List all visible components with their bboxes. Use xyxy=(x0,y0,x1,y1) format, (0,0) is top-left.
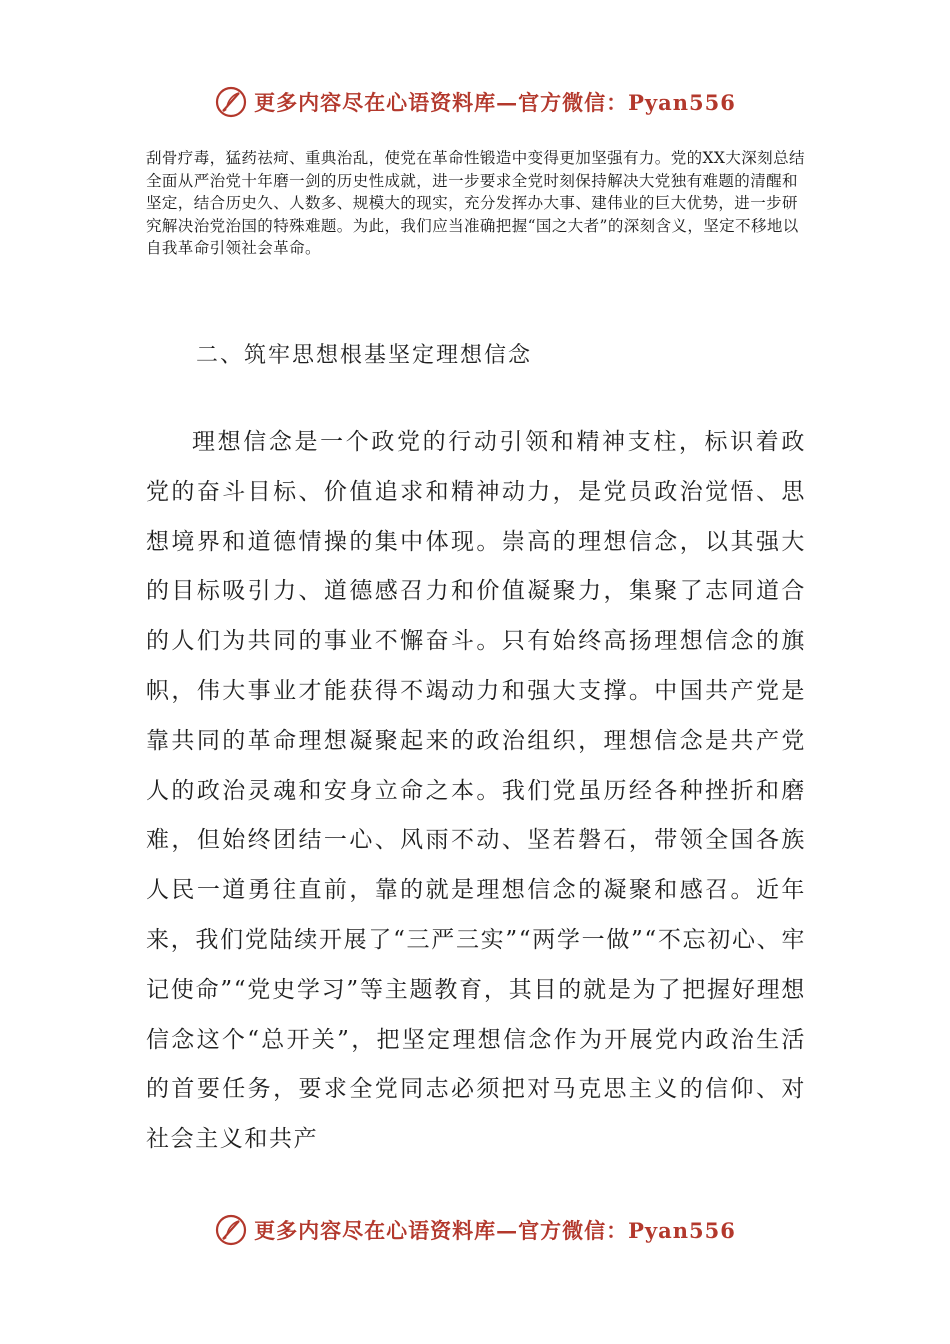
section-heading: 二、筑牢思想根基坚定理想信念 xyxy=(196,343,533,368)
banner-text: 更多内容尽在心语资料库—官方微信：Pyan556 xyxy=(254,1218,736,1243)
header-banner xyxy=(0,80,950,124)
banner-text: 更多内容尽在心语资料库—官方微信：Pyan556 xyxy=(254,90,736,115)
quill-logo-icon xyxy=(214,1213,248,1247)
quill-logo-icon xyxy=(214,85,248,119)
section-body xyxy=(146,418,806,1165)
body-paragraph: 理想信念是一个政党的行动引领和精神支柱，标识着政党的奋斗目标、价值追求和精神动力，是党员政治觉悟、思想境界和道德情操的集中体现。崇高的理想信念，以其强大的目标吸引力、道德感召力和价值凝聚力，集聚了志同道合的人们为共同的事业不懈奋斗。只有始终高扬理想信念的旗帜，伟大事业才能获得不竭动力和强大支撑。中国共产党是靠共同的革命理想凝聚起来的政治组织，理想信念是共产党人的政治灵魂和安身立命之本。我们党虽历经各种挫折和磨难，但始终团结一心、风雨不动、坚若磐石，带领全国各族人民一道勇往直前，靠的就是理想信念的凝聚和感召。近年来，我们党陆续开展了“三严三实”“两学一做”“不忘初心、牢记使命”“党史学习”等主题教育，其目的就是为了把握好理想信念这个“总开关”，把坚定理想信念作为开展党内政治生活的首要任务，要求全党同志必须把对马克思主义的信仰、对社会主义和共产 xyxy=(146,429,806,1153)
intro-paragraph-block xyxy=(146,147,806,260)
intro-paragraph: 刮骨疗毒，猛药祛疴、重典治乱，使党在革命性锻造中变得更加坚强有力。党的XX大深刻总结全面从严治党十年磨一剑的历史性成就，进一步要求全党时刻保持解决大党独有难题的清醒和坚定，结合历史久、人数多、规模大的现实，充分发挥办大事、建伟业的巨大优势，进一步研究解决治党治国的特殊难题。为此，我们应当准确把握“国之大者”的深刻含义，坚定不移地以自我革命引领社会革命。 xyxy=(146,149,805,258)
footer-banner xyxy=(0,1208,950,1252)
